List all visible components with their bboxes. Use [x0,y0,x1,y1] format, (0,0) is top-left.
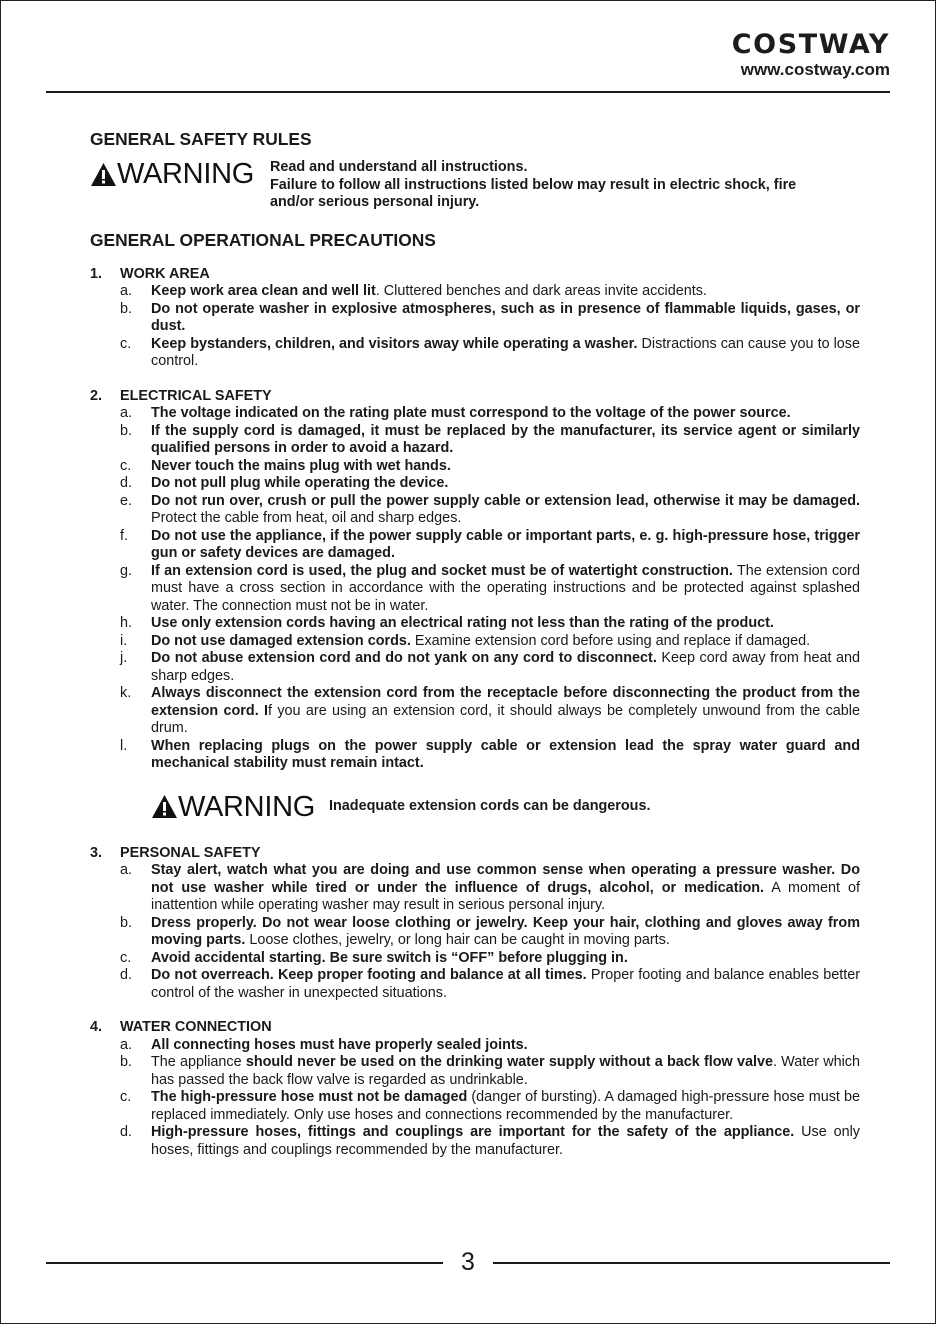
precaution-sections [90,266,860,1160]
list-item [90,1089,860,1124]
list-item [90,336,860,371]
item-bold-text: Do not overreach. Keep proper footing and balance at all times. [151,967,587,983]
item-bold-text: Do not operate washer in explosive atmospheres, such as in presence of flammable liquids, gases, or dust. [151,300,860,334]
warning-badge [90,157,254,191]
section-3 [90,845,860,1003]
section-title [90,1019,860,1037]
item-text [151,738,860,773]
section-heading: ELECTRICAL SAFETY [120,387,272,404]
item-regular-text: Examine extension cord before using and replace if damaged. [410,632,811,649]
list-item [90,862,860,915]
list-item [90,283,860,301]
list-item [90,650,860,685]
page-footer [46,1245,890,1281]
list-item [90,915,860,950]
item-letter: d. [120,1124,133,1140]
item-letter: c. [120,1089,132,1105]
item-bold-text: Always disconnect the extension cord from the receptacle before disconnecting the product from the extension cord. I [151,685,860,719]
item-bold-text: All connecting hoses must have properly sealed joints. [151,1036,528,1053]
item-letter: b. [120,914,133,931]
general-safety-title: GENERAL SAFETY RULES [90,129,312,149]
item-regular-text: . Water which has passed the back flow valve is regarded as undrinkable. [151,1054,860,1088]
item-regular-text: Keep cord away from heat and sharp edges. [151,650,860,684]
item-bold-text: If an extension cord is used, the plug and socket must be of watertight construction. [151,562,733,579]
item-bold-text: Do not abuse extension cord and do not yank on any cord to disconnect. [151,650,657,666]
item-text [151,950,860,968]
warning-triangle-icon [151,794,178,819]
list-item [90,967,860,1002]
item-bold-text: Keep bystanders, children, and visitors away while operating a washer. [151,335,638,352]
extension-cord-warning [90,790,860,824]
section-number: 1. [90,265,103,282]
item-bold-text: Dress properly. Do not wear loose clothing or jewelry. Keep your hair, clothing and gloves away from moving parts. [151,914,860,948]
item-bold-text: Do not use the appliance, if the power supply cable or important parts, e. g. high-pressure hose, trigger gun or safety devices are damaged. [151,527,860,561]
item-letter: e. [120,492,133,509]
list-item [90,458,860,476]
item-text [151,563,860,616]
item-text [151,423,860,458]
warning-word: WARNING [178,790,315,823]
list-item [90,1037,860,1055]
section-heading: WATER CONNECTION [120,1019,272,1035]
item-text [151,336,860,371]
section-title [90,845,860,863]
list-item [90,738,860,773]
list-item [90,475,860,493]
general-warning-message [270,157,796,212]
warning-line: Read and understand all instructions. [269,159,528,175]
item-regular-text: Protect the cable from heat, oil and sharp edges. [151,510,462,526]
precautions-title: GENERAL OPERATIONAL PRECAUTIONS [90,229,436,250]
page-number: 3 [461,1248,475,1276]
item-letter: c. [120,457,132,474]
item-text [151,633,860,651]
list-item [90,563,860,616]
section-heading: PERSONAL SAFETY [120,844,261,861]
item-text [151,301,860,336]
item-regular-text: f you are using an extension cord, it should always be completely unwound from the cable drum. [151,702,860,736]
document-body [90,127,860,1176]
extension-warning-message: Inadequate extension cords can be dangerous. [328,797,651,814]
item-bold-text: Avoid accidental starting. Be sure switch is “OFF” before plugging in. [151,949,628,966]
item-letter: c. [120,949,132,966]
item-text [151,685,860,738]
item-regular-text: (danger of bursting). A damaged high-pressure hose must be replaced immediately. Only use hoses and connections recommended by the manufacturer. [151,1089,860,1123]
item-bold-text: Never touch the mains plug with wet hands. [151,457,451,474]
item-bold-text: Do not run over, crush or pull the power supply cable or extension lead, otherwise it may be damaged. [151,492,860,509]
item-bold-text: Stay alert, watch what you are doing and use common sense when operating a pressure washer. Do not use washer while tired or under the influence of drugs, alcohol, or medication. [151,862,860,896]
item-letter: b. [120,422,133,439]
list-item [90,1054,860,1089]
item-letter: c. [120,335,132,352]
item-bold-text: When replacing plugs on the power supply cable or extension lead the spray water guard and mechanical stability must remain intact. [151,737,860,771]
item-bold-text: The voltage indicated on the rating plate must correspond to the voltage of the power source. [151,405,791,421]
item-text [151,1089,860,1124]
item-text [151,1054,860,1089]
item-regular-text: Proper footing and balance enables better control of the washer in unexpected situations. [151,967,860,1001]
item-text [151,475,860,493]
item-letter: a. [120,283,133,299]
section-title [90,266,860,284]
item-letter: f. [120,527,128,544]
item-regular-text: Distractions can cause you to lose control. [151,335,861,369]
list-item [90,615,860,633]
warning-word: WARNING [117,158,254,190]
item-regular-text: Loose clothes, jewelry, or long hair can be caught in moving parts. [245,932,670,948]
item-regular-text: The extension cord must have a cross section in accordance with the operating instructions and be protected against splashed water. The connection must not be in water. [151,562,860,614]
item-regular-text: Use only hoses, fittings and couplings recommended by the manufacturer. [151,1124,860,1158]
list-item [90,1124,860,1159]
warning-triangle-icon [90,162,117,187]
item-bold-text: Use only extension cords having an electrical rating not less than the rating of the product. [151,615,774,631]
section-number: 3. [90,844,103,861]
item-bold-text: Do not use damaged extension cords. [151,632,411,649]
brand-url: www.costway.com [740,60,890,79]
list-item [90,301,860,336]
general-warning [90,157,860,212]
item-letter: l. [120,737,128,754]
item-letter: g. [120,562,133,579]
item-text [151,915,860,950]
item-text [151,1124,860,1159]
item-text [151,650,860,685]
section-number: 4. [90,1019,103,1035]
item-text [151,615,860,633]
item-letter: d. [120,967,133,983]
item-bold-text: The high-pressure hose must not be damaged [151,1089,468,1105]
header-divider [46,91,890,93]
list-item [90,423,860,458]
list-item [90,528,860,563]
section-2 [90,388,860,773]
item-bold-text: High-pressure hoses, fittings and couplings are important for the safety of the appliance. [151,1124,795,1140]
section-heading: WORK AREA [120,265,210,282]
item-letter: i. [120,632,128,649]
item-letter: j. [120,650,128,666]
item-letter: a. [120,862,133,878]
section-4 [90,1019,860,1159]
item-bold-text: If the supply cord is damaged, it must be replaced by the manufacturer, its service agent or similarly qualified persons in order to avoid a hazard. [151,422,860,456]
item-letter: d. [120,475,133,491]
list-item [90,950,860,968]
item-text [151,283,860,301]
item-bold-text: should never be used on the drinking water supply without a back flow valve [245,1054,773,1070]
list-item [90,405,860,423]
item-letter: a. [120,405,133,421]
item-text [151,458,860,476]
item-bold-text: Do not pull plug while operating the device. [151,475,449,491]
warning-badge [151,790,315,824]
item-letter: h. [120,615,133,631]
item-lead-text: The appliance [151,1054,246,1070]
footer-divider-right [493,1262,890,1264]
warning-line: and/or serious personal injury. [269,194,480,210]
brand-logo: COSTWAY [731,29,890,60]
item-text [151,862,860,915]
item-regular-text: A moment of inattention while operating washer may result in serious personal injury. [151,879,860,913]
section-number: 2. [90,387,103,404]
item-regular-text: . Cluttered benches and dark areas invite accidents. [375,283,707,299]
item-letter: k. [120,685,132,701]
section-title [90,388,860,406]
item-letter: b. [120,1054,133,1070]
brand-header [732,30,890,80]
list-item [90,685,860,738]
item-text [151,405,860,423]
item-text [151,967,860,1002]
list-item [90,493,860,528]
list-item [90,633,860,651]
item-letter: b. [120,300,133,317]
item-letter: a. [120,1036,133,1053]
item-bold-text: Keep work area clean and well lit [151,283,376,299]
item-text [151,1037,860,1055]
item-text [151,528,860,563]
section-1 [90,266,860,371]
item-text [151,493,860,528]
warning-line: Failure to follow all instructions listed below may result in electric shock, fire [269,176,797,193]
